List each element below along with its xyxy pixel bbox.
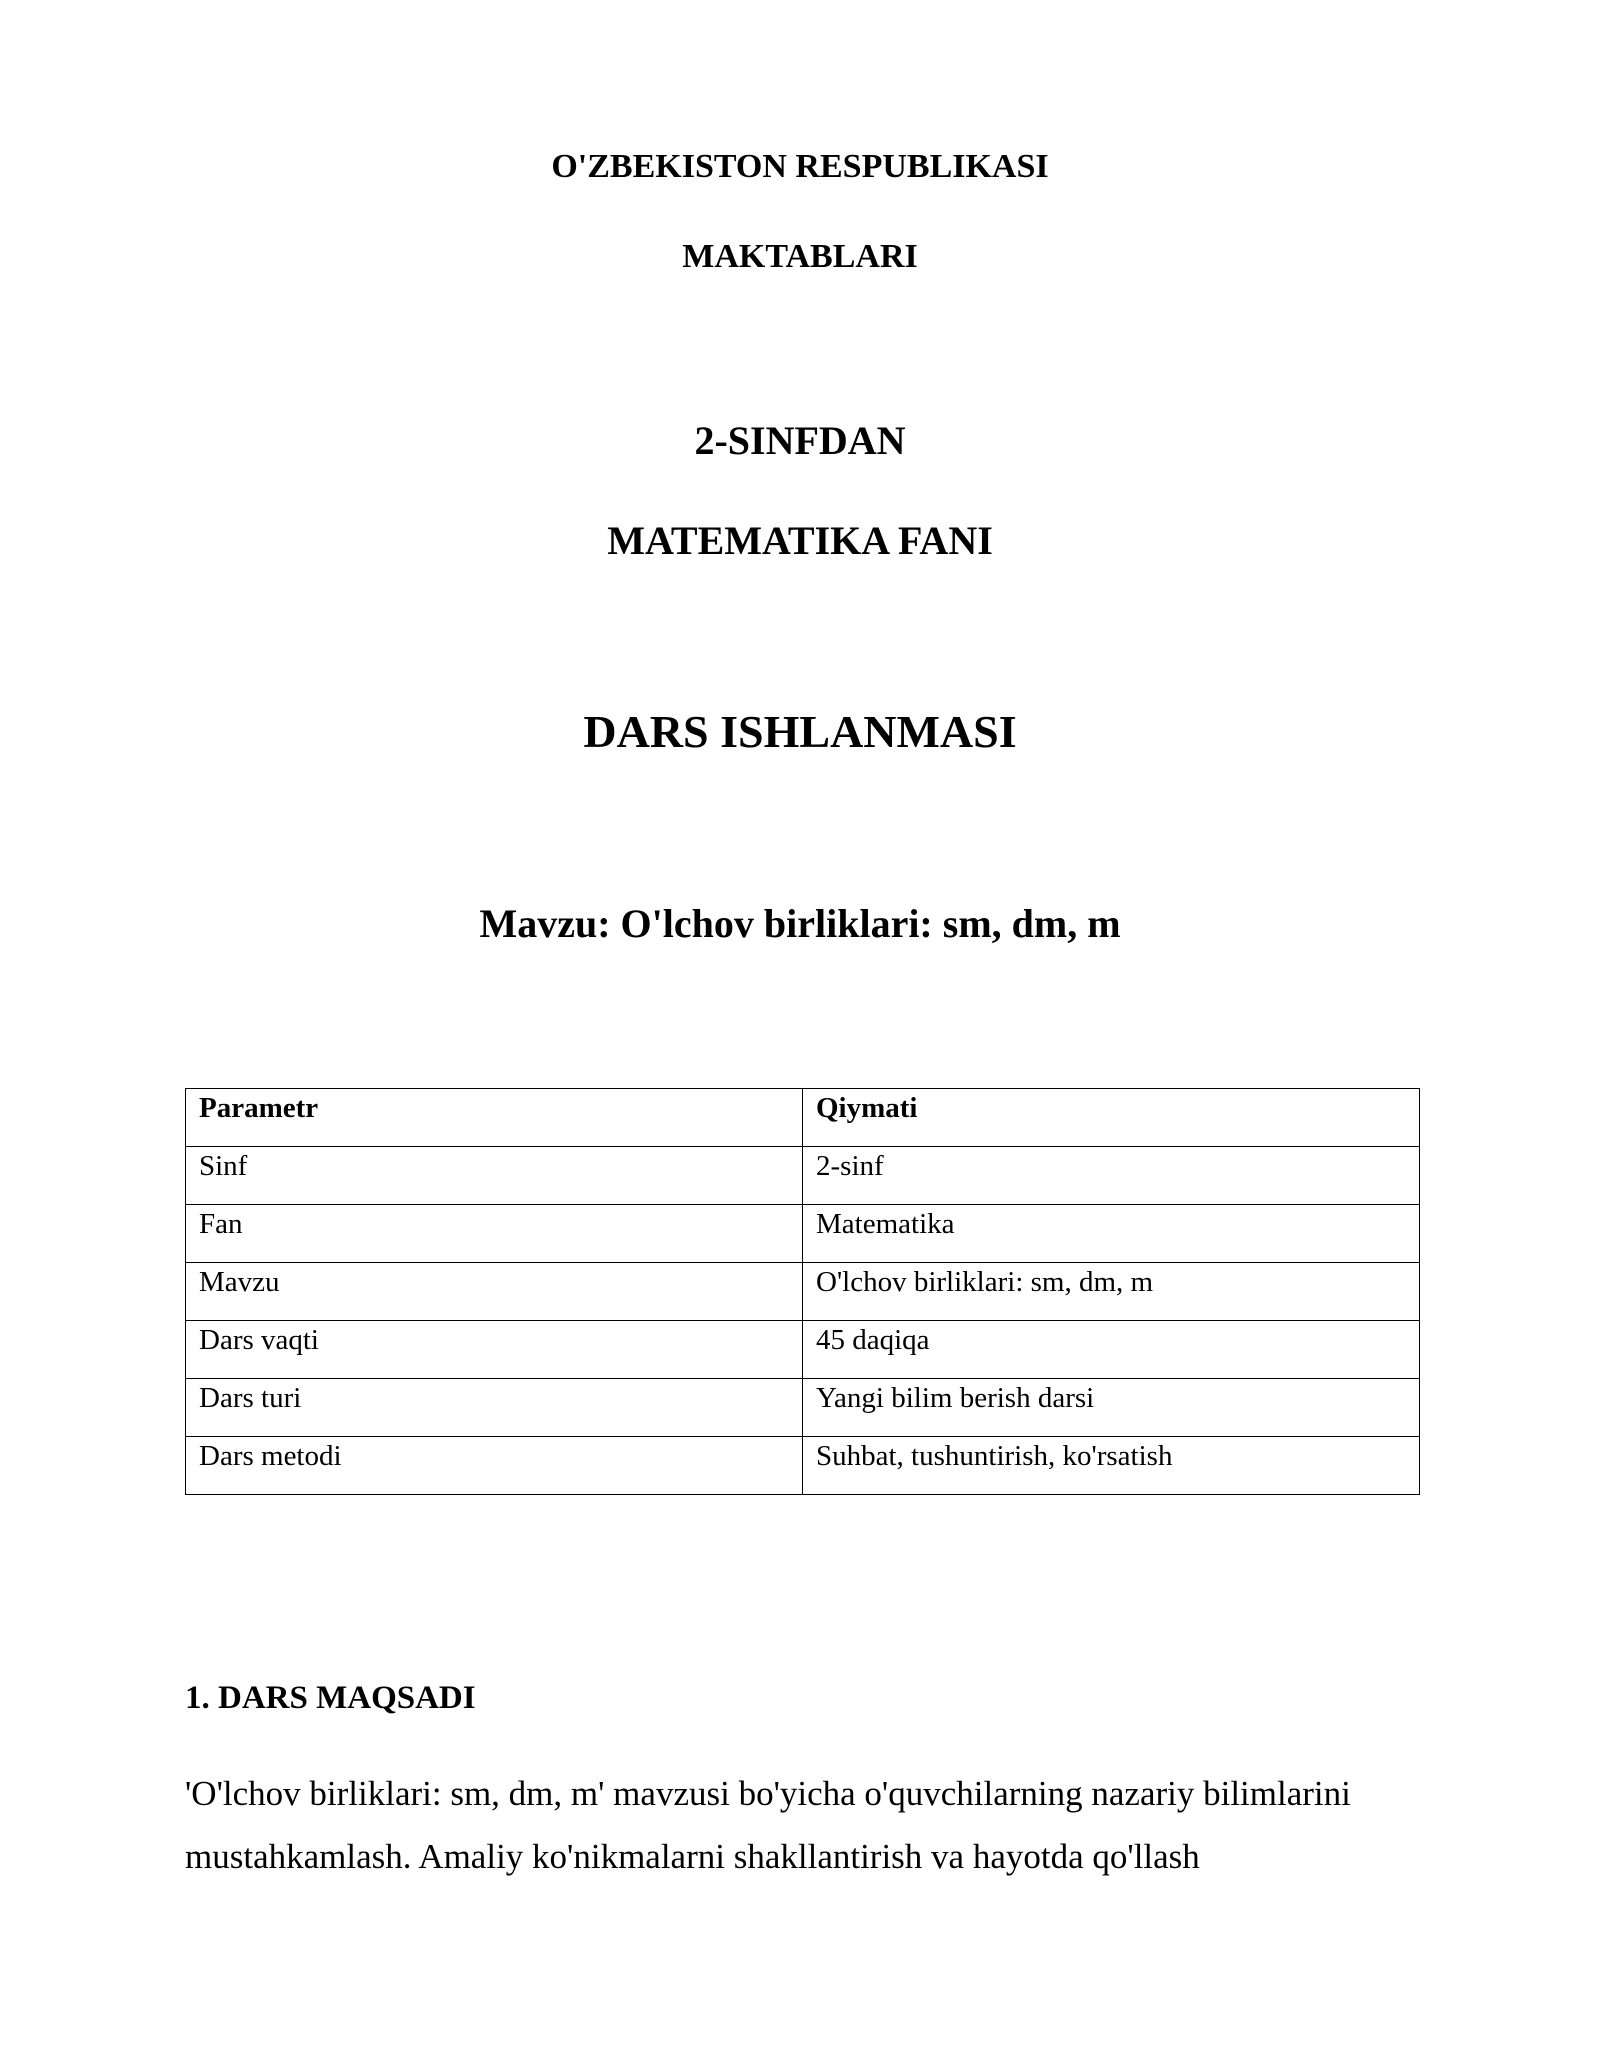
parameters-table: [185, 1088, 1420, 1495]
table-row: [186, 1263, 1420, 1321]
table-row: [186, 1321, 1420, 1379]
table-row: [186, 1147, 1420, 1205]
table-header-cell: Qiymati: [803, 1089, 1420, 1147]
table-cell-value: Matematika: [803, 1205, 1420, 1263]
table-cell-parameter: Dars metodi: [186, 1437, 803, 1495]
document-title: DARS ISHLANMASI: [583, 706, 1017, 757]
table-row: [186, 1205, 1420, 1263]
section-heading-lesson-goal: 1. DARS MAQSADI: [185, 1680, 476, 1716]
table-row: [186, 1437, 1420, 1495]
table-cell-value: 45 daqiqa: [803, 1321, 1420, 1379]
table-cell-value: 2-sinf: [803, 1147, 1420, 1205]
subject-heading: MATEMATIKA FANI: [607, 518, 993, 563]
table-cell-parameter: Mavzu: [186, 1263, 803, 1321]
table-cell-value: O'lchov birliklari: sm, dm, m: [803, 1263, 1420, 1321]
section-body-lesson-goal: 'O'lchov birliklari: sm, dm, m' mavzusi bo'yicha o'quvchilarning nazariy bilimlarini mustahkamlash. Amaliy ko'nikmalarni shakllantirish va hayotda qo'llash: [185, 1774, 1351, 1876]
table-row: [186, 1379, 1420, 1437]
table-header-cell: Parametr: [186, 1089, 803, 1147]
table-cell-parameter: Dars vaqti: [186, 1321, 803, 1379]
table-cell-value: Yangi bilim berish darsi: [803, 1379, 1420, 1437]
table-cell-value: Suhbat, tushuntirish, ko'rsatish: [803, 1437, 1420, 1495]
topic-heading: Mavzu: O'lchov birliklari: sm, dm, m: [479, 901, 1121, 946]
table-cell-parameter: Dars turi: [186, 1379, 803, 1437]
header-country: O'ZBEKISTON RESPUBLIKASI: [551, 148, 1049, 185]
table-cell-parameter: Fan: [186, 1205, 803, 1263]
table-cell-parameter: Sinf: [186, 1147, 803, 1205]
grade-heading: 2-SINFDAN: [694, 418, 906, 463]
header-schools: MAKTABLARI: [682, 238, 918, 275]
table-header-row: [186, 1089, 1420, 1147]
